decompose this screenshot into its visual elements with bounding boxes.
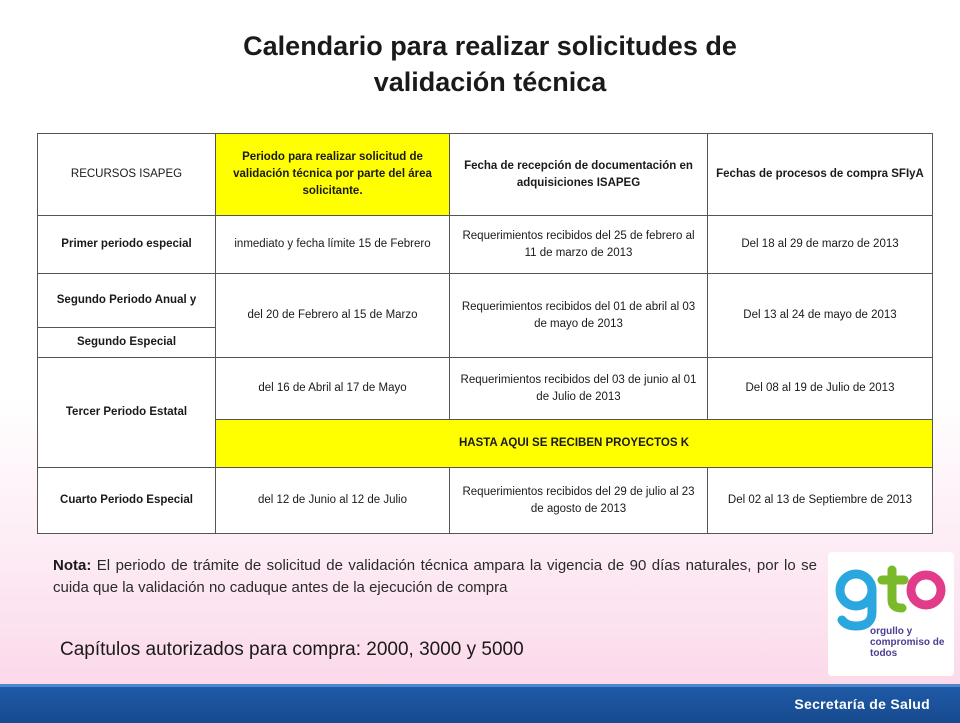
row2-procesos: Del 13 al 24 de mayo de 2013 <box>708 274 933 358</box>
logo-tagline: orgullo y compromiso de todos <box>870 626 945 659</box>
row4-periodo: del 12 de Junio al 12 de Julio <box>216 468 450 534</box>
nota-paragraph <box>53 555 817 599</box>
row4-recurso: Cuarto Periodo Especial <box>38 468 216 534</box>
table-header-row <box>38 134 933 216</box>
proyectos-k-banner: HASTA AQUI SE RECIBEN PROYECTOS K <box>216 420 933 468</box>
row3-recurso: Tercer Periodo Estatal <box>38 358 216 468</box>
row1-recepcion: Requerimientos recibidos del 25 de febrero al 11 de marzo de 2013 <box>450 216 708 274</box>
table-row <box>38 468 933 534</box>
calendar-table <box>37 133 933 534</box>
title-line-2: validación técnica <box>373 67 607 97</box>
header-recursos: RECURSOS ISAPEG <box>38 134 216 216</box>
table-row <box>38 216 933 274</box>
footer-bar <box>0 684 960 723</box>
title-line-1: Calendario para realizar solicitudes de <box>243 31 737 61</box>
table-row <box>38 274 933 328</box>
row3-periodo: del 16 de Abril al 17 de Mayo <box>216 358 450 420</box>
row3-recepcion: Requerimientos recibidos del 03 de junio al 01 de Julio de 2013 <box>450 358 708 420</box>
nota-label: Nota: <box>53 557 92 574</box>
gto-logo-icon <box>834 562 948 632</box>
row2-periodo: del 20 de Febrero al 15 de Marzo <box>216 274 450 358</box>
row2-recurso-a: Segundo Periodo Anual y <box>38 274 216 328</box>
page-title <box>140 28 840 100</box>
row1-procesos: Del 18 al 29 de marzo de 2013 <box>708 216 933 274</box>
row2-recurso-b: Segundo Especial <box>38 328 216 358</box>
header-recepcion: Fecha de recepción de documentación en adquisiciones ISAPEG <box>450 134 708 216</box>
header-procesos: Fechas de procesos de compra SFIyA <box>708 134 933 216</box>
header-periodo: Periodo para realizar solicitud de validación técnica por parte del área solicitante. <box>216 134 450 216</box>
row2-recepcion: Requerimientos recibidos del 01 de abril al 03 de mayo de 2013 <box>450 274 708 358</box>
row4-recepcion: Requerimientos recibidos del 29 de julio al 23 de agosto de 2013 <box>450 468 708 534</box>
row1-periodo: inmediato y fecha límite 15 de Febrero <box>216 216 450 274</box>
row3-procesos: Del 08 al 19 de Julio de 2013 <box>708 358 933 420</box>
row4-procesos: Del 02 al 13 de Septiembre de 2013 <box>708 468 933 534</box>
gto-logo <box>828 552 954 676</box>
nota-text: El periodo de trámite de solicitud de validación técnica ampara la vigencia de 90 días naturales, por lo se cuida que la validación no caduque antes de la ejecución de compra <box>53 557 817 596</box>
capitulos-text: Capítulos autorizados para compra: 2000, 3000 y 5000 <box>60 639 524 660</box>
row1-recurso: Primer periodo especial <box>38 216 216 274</box>
table-row <box>38 358 933 420</box>
footer-secretaria: Secretaría de Salud <box>794 696 930 712</box>
